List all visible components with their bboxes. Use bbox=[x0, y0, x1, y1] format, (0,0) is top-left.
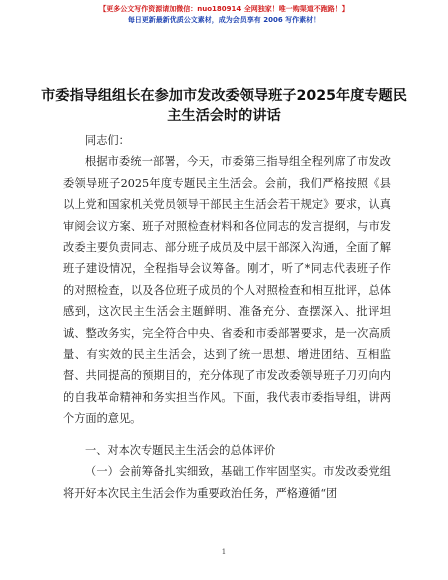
document-body bbox=[63, 130, 391, 504]
document-title: 市委指导组组长在参加市发改委领导班子2025年度专题民主生活会时的讲话 bbox=[41, 88, 407, 124]
promo-banner-line-2: 每日更新最新优质公文素材，成为会员享有 2006 写作素材！ bbox=[127, 16, 321, 24]
section-heading: 一、对本次专题民主生活会的总体评价 bbox=[85, 443, 276, 457]
promo-banner bbox=[0, 4, 448, 26]
sub-paragraph: （一）会前筹备扎实细致，基础工作牢固坚实。市发改委党组将开好本次民主生活会作为重要政治任务，严格遵循“团 bbox=[63, 465, 391, 500]
salutation: 同志们： bbox=[85, 134, 130, 147]
page-number: 1 bbox=[221, 548, 227, 556]
promo-banner-line-1: 【更多公文写作资源请加微信：nuo180914 全网独家！唯一购渠道不跑路！】 bbox=[99, 5, 349, 13]
body-paragraph: 根据市委统一部署，今天，市委第三指导组全程列席了市发改委领导班子2025年度专题民主生活会。会前，我们严格按照《县以上党和国家机关党员领导干部民主生活会若干规定》要求，认真审阅会议方案、班子对照检查材料和各位同志的发言提纲，与市发改委主要负责同志、部分班子成员及中层干部深入沟通，全面了解班子建设情况，全程指导会议筹备。刚才，听了*同志代表班子作的对照检查，以及各位班子成员的个人对照检查和相互批评，总体感到，这次民主生活会主题鲜明、准备充分、查摆深入、批评坦诚、整改务实，完全符合中央、省委和市委部署要求，是一次高质量、有实效的民主生活会，达到了统一思想、增进团结、互相监督、共同提高的预期目的，充分体现了市发改委领导班子刀刃向内的自我革命精神和务实担当作风。下面，我代表市委指导组，讲两个方面的意见。 bbox=[63, 155, 391, 426]
